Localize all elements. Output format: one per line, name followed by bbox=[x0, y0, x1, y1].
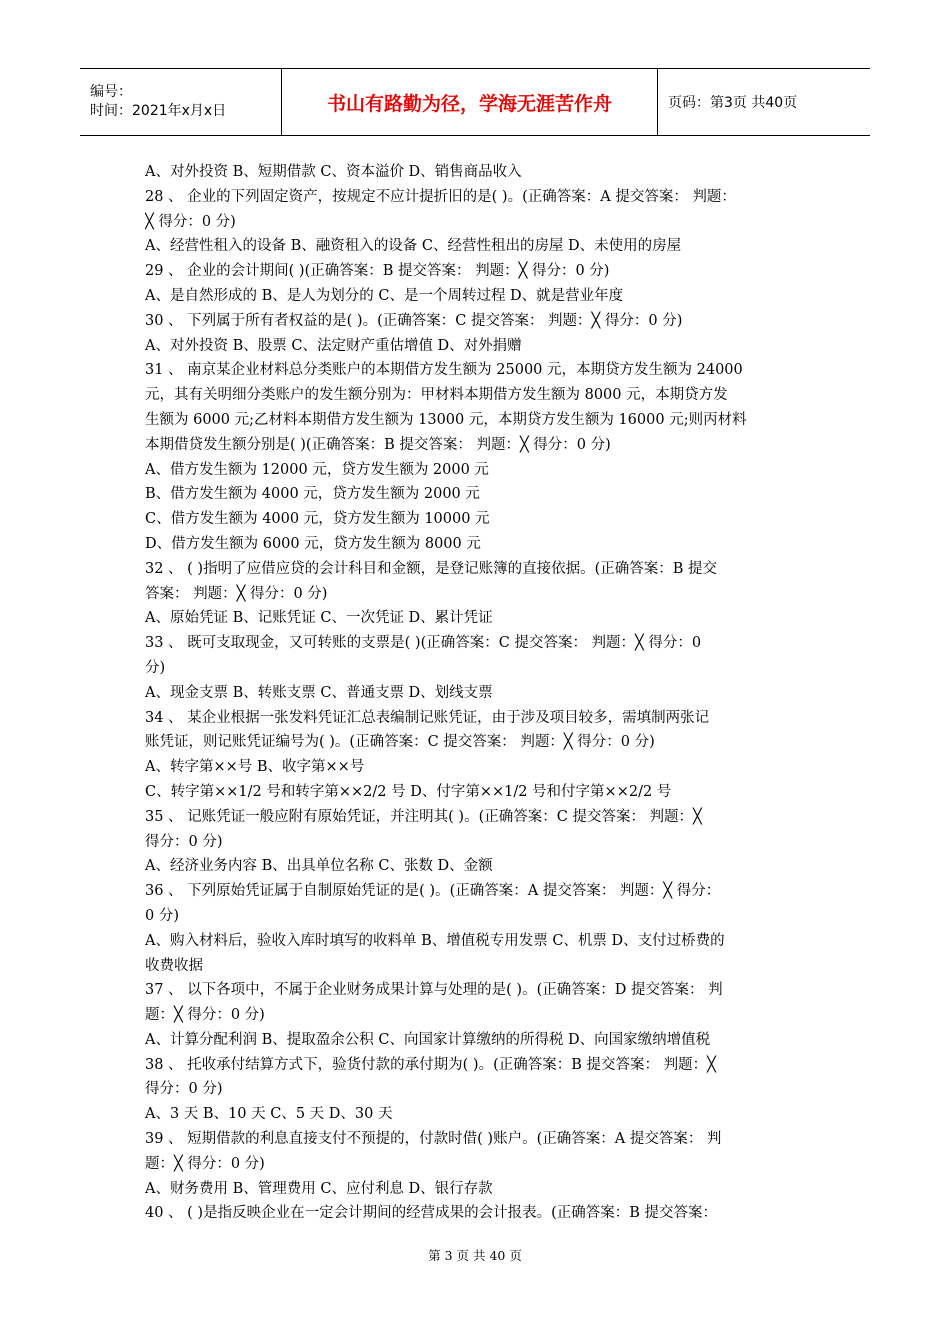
header-motto: 书山有路勤为径，学海无涯苦作舟 bbox=[282, 69, 658, 135]
document-date: 时间：2021年x月x日 bbox=[90, 103, 227, 119]
text-line: 29 、 企业的会计期间( )(正确答案：B 提交答案： 判题：╳ 得分：0 分) bbox=[145, 263, 610, 280]
text-line: 36 、 下列原始凭证属于自制原始凭证的是( )。(正确答案：A 提交答案： 判题：╳ 得分： bbox=[145, 883, 721, 900]
page-footer: 第 3 页 共 40 页 bbox=[428, 1248, 522, 1263]
text-line: 35 、 记账凭证一般应附有原始凭证，并注明其( )。(正确答案：C 提交答案： 判题：╳ bbox=[145, 808, 702, 825]
text-line: C、转字第××1/2 号和转字第××2/2 号 D、付字第××1/2 号和付字第××2/2 号 bbox=[145, 783, 672, 800]
text-line: 得分：0 分) bbox=[145, 1081, 223, 1098]
text-line: 38 、 托收承付结算方式下，验货付款的承付期为( )。(正确答案：B 提交答案： 判题：╳ bbox=[145, 1056, 716, 1073]
text-line: 得分：0 分) bbox=[145, 833, 223, 850]
header-page-number: 页码：第3页 共40页 bbox=[668, 95, 798, 111]
text-line: A、对外投资 B、短期借款 C、资本溢价 D、销售商品收入 bbox=[145, 164, 522, 180]
text-line: 生额为 6000 元;乙材料本期借方发生额为 13000 元，本期贷方发生额为 16000 元;则丙材料 bbox=[145, 411, 747, 428]
text-line: 34 、 某企业根据一张发料凭证汇总表编制记账凭证，由于涉及项目较多，需填制两张记 bbox=[145, 709, 710, 726]
text-line: 28 、 企业的下列固定资产，按规定不应计提折旧的是( )。(正确答案：A 提交答案： 判题： bbox=[145, 188, 736, 205]
text-line: 答案： 判题：╳ 得分：0 分) bbox=[145, 585, 328, 602]
text-line: A、经营性租入的设备 B、融资租入的设备 C、经营性租出的房屋 D、未使用的房屋 bbox=[145, 238, 682, 255]
document-body bbox=[145, 160, 817, 1226]
text-line: 收费收据 bbox=[145, 957, 203, 974]
document-code-label: 编号： bbox=[90, 84, 132, 100]
text-line: 30 、 下列属于所有者权益的是( )。(正确答案：C 提交答案： 判题：╳ 得分：0 分) bbox=[145, 312, 683, 329]
text-line: 39 、 短期借款的利息直接支付不预提的，付款时借( )账户。(正确答案：A 提交答案： 判 bbox=[145, 1131, 722, 1148]
text-line: ╳ 得分：0 分) bbox=[145, 213, 236, 230]
text-line: D、借方发生额为 6000 元，贷方发生额为 8000 元 bbox=[145, 535, 481, 552]
text-line: 37 、 以下各项中，不属于企业财务成果计算与处理的是( )。(正确答案：D 提交答案： 判 bbox=[145, 982, 723, 999]
text-line: 33 、 既可支取现金，又可转账的支票是( )(正确答案：C 提交答案： 判题：╳ 得分：0 bbox=[145, 635, 702, 652]
text-line: 40 、 ( )是指反映企业在一定会计期间的经营成果的会计报表。(正确答案：B 提交答案： bbox=[145, 1205, 718, 1222]
header-meta bbox=[80, 69, 282, 135]
text-line: A、计算分配利润 B、提取盈余公积 C、向国家计算缴纳的所得税 D、向国家缴纳增值税 bbox=[145, 1031, 711, 1048]
text-line: 账凭证，则记账凭证编号为( )。(正确答案：C 提交答案： 判题：╳ 得分：0 分) bbox=[145, 734, 655, 751]
text-line: A、借方发生额为 12000 元，贷方发生额为 2000 元 bbox=[145, 461, 489, 478]
text-line: A、原始凭证 B、记账凭证 C、一次凭证 D、累计凭证 bbox=[145, 610, 493, 627]
text-line: 31 、 南京某企业材料总分类账户的本期借方发生额为 25000 元，本期贷方发生额为 24000 bbox=[145, 362, 743, 379]
text-line: 题：╳ 得分：0 分) bbox=[145, 1155, 265, 1172]
text-line: C、借方发生额为 4000 元，贷方发生额为 10000 元 bbox=[145, 511, 490, 528]
text-line: A、3 天 B、10 天 C、5 天 D、30 天 bbox=[145, 1106, 393, 1123]
text-line: 题：╳ 得分：0 分) bbox=[145, 1007, 265, 1024]
text-line: A、经济业务内容 B、出具单位名称 C、张数 D、金额 bbox=[145, 858, 493, 875]
text-line: A、是自然形成的 B、是人为划分的 C、是一个周转过程 D、就是营业年度 bbox=[145, 287, 624, 304]
text-line: 32 、 ( )指明了应借应贷的会计科目和金额，是登记账簿的直接依据。(正确答案：B 提交 bbox=[145, 560, 718, 577]
page-header bbox=[80, 68, 870, 136]
text-line: A、财务费用 B、管理费用 C、应付利息 D、银行存款 bbox=[145, 1180, 493, 1197]
text-line: 本期借贷发生额分别是( )(正确答案：B 提交答案： 判题：╳ 得分：0 分) bbox=[145, 436, 611, 453]
text-line: A、现金支票 B、转账支票 C、普通支票 D、划线支票 bbox=[145, 684, 493, 701]
text-line: 分) bbox=[145, 659, 166, 676]
text-line: 0 分) bbox=[145, 907, 179, 924]
text-line: A、对外投资 B、股票 C、法定财产重估增值 D、对外捐赠 bbox=[145, 337, 522, 354]
text-line: 元，其有关明细分类账户的发生额分别为：甲材料本期借方发生额为 8000 元，本期贷方发 bbox=[145, 387, 728, 404]
text-line: B、借方发生额为 4000 元，贷方发生额为 2000 元 bbox=[145, 486, 480, 503]
text-line: A、购入材料后，验收入库时填写的收料单 B、增值税专用发票 C、机票 D、支付过桥费的 bbox=[145, 932, 725, 949]
text-line: A、转字第××号 B、收字第××号 bbox=[145, 759, 365, 776]
